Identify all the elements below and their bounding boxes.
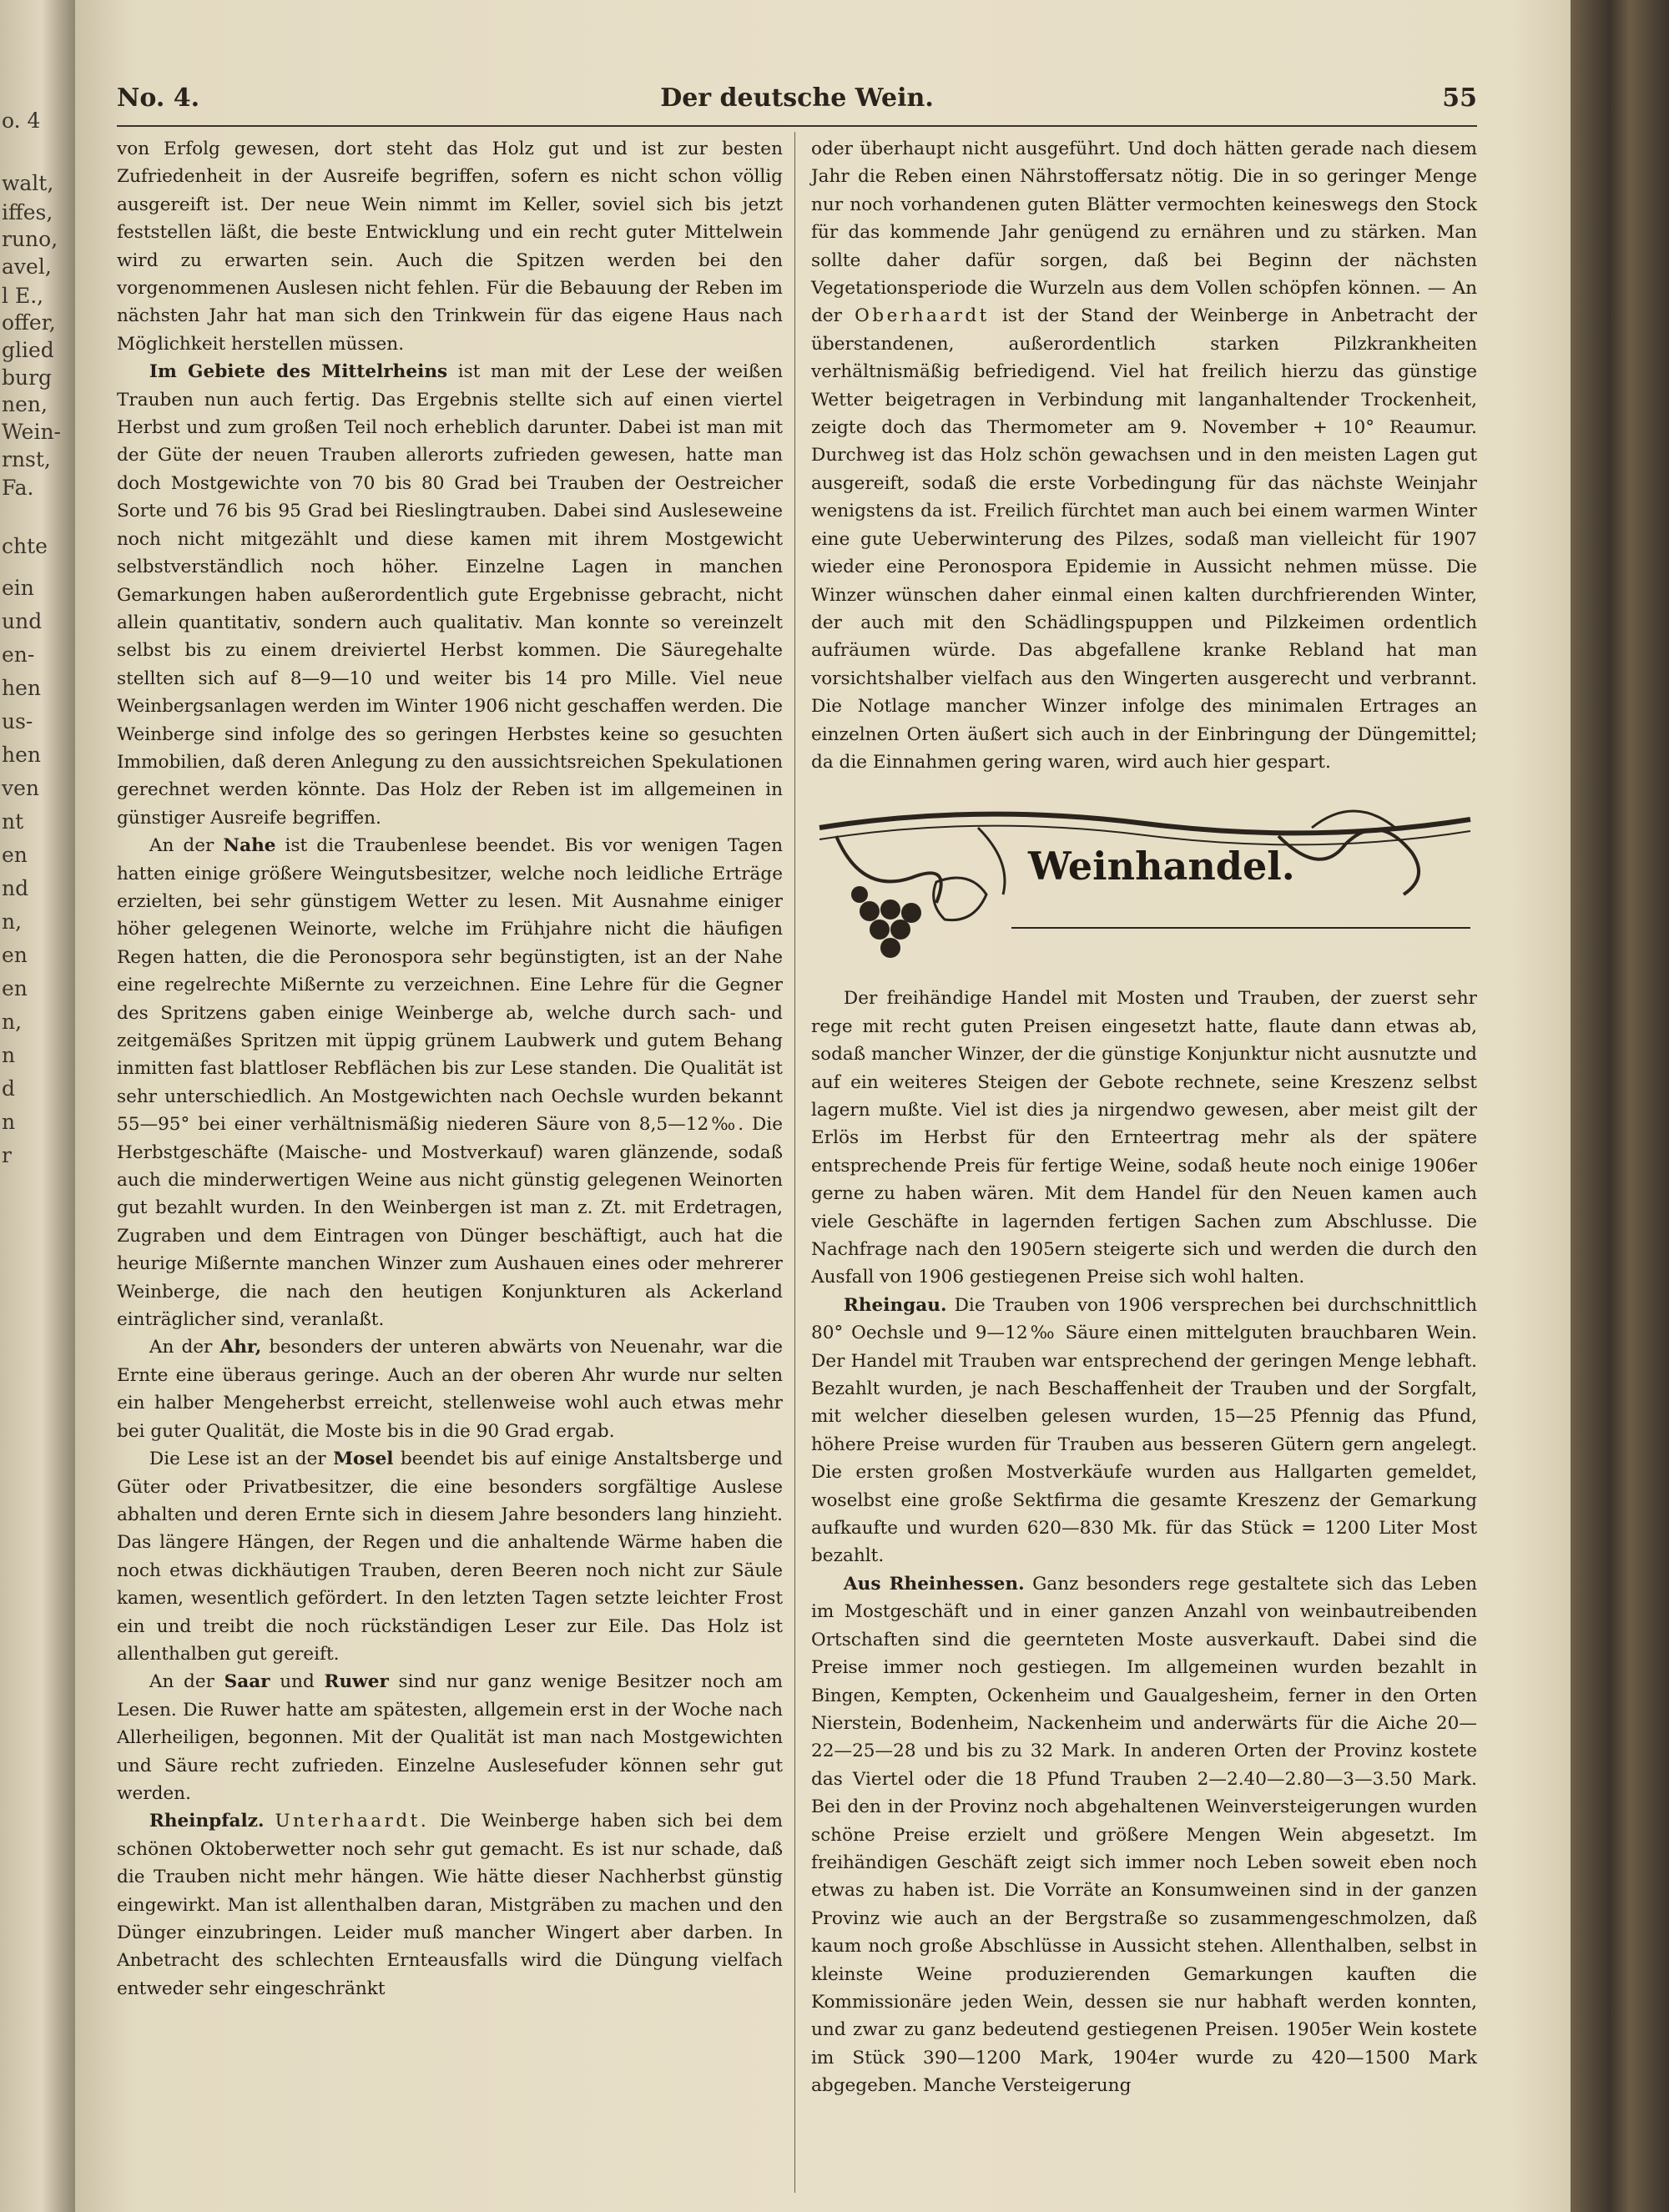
paragraph-text: Die Lese ist an der [149,1449,334,1470]
region-heading: Saar [224,1671,270,1693]
region-heading: Ruwer [324,1671,389,1693]
section-banner [811,803,1477,978]
region-heading: Im Gebiete des Mittelrheins [149,361,448,383]
adjacent-page-fragment: hen [2,676,41,700]
paragraph-text: von Erfolg gewesen, dort steht das Holz gut und ist zur besten Zufriedenheit in der Ausreife begriffen, sofern es nicht schon völlig ausgereift ist. Der neue Wein nimmt im Keller, soviel sich bis jetzt feststellen läßt, die beste Entwicklung und ein recht guter Mittelwein wird zu erwarten sein. Auch die Spitzen werden bei den vorgenommenen Auslesen nicht fehlen. Für die Bebauung der Reben im nächsten Jahr hat man sich den Trinkwein für das eigene Haus nach Möglichkeit herstellen müssen. [117,139,783,355]
column-divider [794,132,795,2193]
paragraph [811,135,1477,776]
region-heading: Rheinpfalz. [149,1811,265,1832]
adjacent-page-fragment: offer, [2,310,56,335]
subregion-heading: Oberhaardt [855,305,990,327]
paragraph [117,1445,783,1668]
adjacent-page-fragment: n, [2,909,23,934]
adjacent-page-fragment: ein [2,576,34,600]
paragraph-text: und [270,1671,325,1693]
paragraph [117,135,783,358]
adjacent-page-fragment: runo, [2,227,58,251]
adjacent-page-fragment: n, [2,1010,23,1034]
adjacent-page-fragment: r [2,1143,12,1167]
adjacent-page-fragment: n [2,1043,16,1067]
adjacent-page-fragment: iffes, [2,200,53,224]
right-column-bottom [811,985,1477,2099]
paragraph-text: An der [149,1671,224,1693]
page-number: 55 [1442,83,1477,113]
paragraph-text: ist man mit der Lese der weißen Trauben nun auch fertig. Das Ergebnis stellte sich auf einen viertel Herbst und zum großen Teil noch erheblich darunter. Dabei ist man mit der Güte der neuen Trauben allerorts zufrieden gewesen, hatte man doch Mostgewichte von 70 bis 80 Grad bei Trauben der Oestreicher Sorte und 76 bis 95 Grad bei Rieslingtrauben. Dabei sind Ausleseweine noch nicht mitgezählt und diese kamen mit ihrem Mostgewicht selbstverständlich noch höher. Einzelne Lagen in manchen Gemarkungen haben außerordentlich gute Ergebnisse gebracht, nicht allein quantitativ, sondern auch qualitativ. Man konnte so vereinzelt selbst bis zu einem dreiviertel Herbst kommen. Die Säuregehalte stellten sich auf 8—9—10 und weiter bis 14 pro Mille. Viel neue Weinbergsanlagen werden im Winter 1906 nicht geschaffen werden. Die Weinberge sind infolge des so geringen Herbstes keine so gesuchten Immobilien, daß deren Anlegung zu den aussichtsreichen Spekulationen gerechnet werden könnte. Das Holz der Reben ist im allgemeinen in günstiger Ausreife begriffen. [117,361,783,829]
adjacent-page-fragment: nen, [2,392,48,416]
journal-title: Der deutsche Wein. [660,83,934,113]
left-column [117,135,783,2188]
adjacent-page-fragment: n [2,1110,16,1134]
adjacent-page-fragment: nd [2,876,29,900]
subregion-heading: Unterhaardt. [275,1811,430,1832]
paragraph [117,832,783,1333]
paragraph-text: ist die Traubenlese beendet. Bis vor wenigen Tagen hatten einige größere Weingutsbesitzer, welche noch leidliche Erträge erzielten, bei sehr günstigem Wetter zu lesen. Mit Ausnahme einiger höher gelegenen Weinorte, welche im Frühjahre nicht die häufigen Regen hatten, die die Peronospora sehr begünstigten, ist an der Nahe eine regelrechte Mißernte zu verzeichnen. Eine Lehre für die Gegner des Spritzens gaben einige Weinberge ab, welche durch sach- und zeitgemäßes Spritzen mit üppig grünem Laubwerk und gutem Behang inmitten fast blattloser Rebflächen bis zur Lese standen. Die Qualität ist sehr unterschiedlich. An Mostgewichten nach Oechsle wurden bekannt 55—95° bei einer verhältnismäßig niederen Säure von 8,5—12‰. Die Herbstgeschäfte (Maische- und Mostverkauf) waren glänzende, sodaß auch die minderwertigen Weine aus nicht günstig gelegenen Weinorten gut bezahlt wurden. In den Weinbergen ist man z. Zt. mit Erdetragen, Zugraben und dem Eintragen von Dünger beschäftigt, auch hat die heurige Mißernte manchen Winzer zum Aushauen eines oder mehrerer Weinberge, die nach den heutigen Konjunkturen als Ackerland einträglicher sind, veranlaßt. [117,835,783,1331]
adjacent-page-fragment: glied [2,338,54,362]
adjacent-page-fragment: en [2,976,28,1000]
issue-number: No. 4. [117,83,200,113]
section-title: Weinhandel. [1028,844,1295,889]
paragraph-text: sind nur ganz wenige Besitzer noch am Lesen. Die Ruwer hatte am spätesten, allgemein erst in der Woche nach Allerheiligen, begonnen. Mit der Qualität ist man nach Mostgewichten und Säure recht zufrieden. Einzelne Auslesefuder können sehr gut werden. [117,1671,783,1804]
adjacent-page-fragment: chte [2,534,48,558]
adjacent-page-fragment: ven [2,776,40,800]
header-rule [117,125,1477,127]
adjacent-page-fragment: Wein- [2,420,61,444]
paragraph [117,358,783,832]
paragraph-text: Die Trauben von 1906 versprechen bei durchschnittlich 80° Oechsle und 9—12‰ Säure einen mittelguten brauchbaren Wein. Der Handel mit Trauben war entsprechend der geringen Menge lebhaft. Bezahlt wurden, je nach Beschaffenheit der Trauben und der Sorgfalt, mit welcher dieselben gelesen wurden, 15—25 Pfennig das Pfund, höhere Preise wurden für Trauben aus besseren Gütern gern angelegt. Die ersten großen Mostverkäufe wurden aus Hallgarten gemeldet, woselbst eine große Sektfirma die gesamte Kreszenz der Gemarkung aufkaufte und wurden 620—830 Mk. für das Stück = 1200 Liter Most bezahlt. [811,1294,1477,1567]
adjacent-page-strip [0,0,75,2212]
adjacent-page-fragment: und [2,609,43,633]
paragraph-text: oder überhaupt nicht ausgeführt. Und doch hätten gerade nach diesem Jahr die Reben einen Nährstoffersatz nötig. Die in so geringer Menge nur noch vorhandenen guten Blätter vermochten keineswegs den Stock für das kommende Jahr genügend zu ernähren und zu stärken. Man sollte daher dafür sorgen, daß bei Beginn der nächsten Vegetationsperiode die Wurzeln aus dem Vollen schöpfen können. — An der [811,139,1477,327]
ornament-vine-icon [811,803,1477,978]
paragraph [811,985,1477,1291]
paragraph [811,1570,1477,2100]
right-column-top [811,135,1477,776]
paragraph-text: beendet bis auf einige Anstaltsberge und Güter oder Privatbesitzer, die eine besonders sorgfältige Auslese abhalten und deren Ernte sich in diesem Jahre besonders lang hinzieht. Das längere Hängen, der Regen und die anhaltende Wärme haben die noch etwas dickhäutigen Trauben, deren Beeren noch nicht zur Säule kamen, wesentlich gefördert. In den letzten Tagen setzte leichter Frost ein und treibt die noch rückständigen Leser zur Eile. Das Holz ist allenthalben gut gereift. [117,1449,783,1665]
adjacent-page-fragment: hen [2,743,41,767]
region-heading: Rheingau. [843,1294,947,1316]
paragraph [117,1333,783,1445]
book-edge [1571,0,1669,2212]
adjacent-page-fragment: walt, [2,171,54,195]
adjacent-page-fragment: us- [2,709,33,733]
adjacent-page-fragment: en- [2,642,35,667]
paragraph-text: Ganz besonders rege gestaltete sich das Leben im Mostgeschäft und in einer ganzen Anzahl von weinbautreibenden Ortschaften sind die geernteten Moste ausverkauft. Dabei sind die Preise immer noch gestiegen. Im allgemeinen wurden bezahlt in Bingen, Kempten, Ockenheim und Gaualgesheim, ferner in den Orten Nierstein, Bodenheim, Nackenheim und anderwärts für die Aiche 20—22—25—28 und bis zu 32 Mark. In anderen Orten der Provinz kostete das Viertel oder die 18 Pfund Trauben 2—2.40—2.80—3—3.50 Mark. Bei den in der Provinz noch abgehaltenen Weinversteigerungen wurden schöne Preise erzielt und größere Mengen Wein abgesetzt. Im freihändigen Geschäft zeigt sich immer noch Leben soweit eben noch etwas zu haben ist. Die Vorräte an Konsumweinen sind in der ganzen Provinz wie auch an der Bergstraße so zusammengeschmolzen, daß kaum noch große Abschlüsse in Aussicht stehen. Allenthalben, selbst in kleinste Weine produzierenden Gemarkungen kauften die Kommissionäre jeden Wein, dessen sie nur habhaft werden konnten, und zwar zu ganz bedeutend gestiegenen Preisen. 1905er Wein kostete im Stück 390—1200 Mark, 1904er wurde zu 420—1500 Mark abgegeben. Manche Versteigerung [811,1573,1478,2097]
region-heading: Mosel [333,1449,394,1470]
paragraph-text: An der [149,835,224,857]
paragraph-text: besonders der unteren abwärts von Neuenahr, war die Ernte eine überaus geringe. Auch an der oberen Ahr wurde nur selten ein halber Mengeherbst erreicht, stellenweise wohl auch etwas mehr bei guter Qualität, die Moste bis in die 90 Grad ergab. [117,1337,783,1442]
adjacent-page-fragment: Fa. [2,476,34,500]
adjacent-page-fragment: en [2,843,28,867]
region-heading: Aus Rheinhessen. [843,1573,1025,1595]
adjacent-page-fragment: nt [2,809,24,834]
running-header [117,83,1477,125]
right-column [811,135,1477,2188]
paragraph [811,1292,1477,1570]
adjacent-page-fragment: en [2,943,28,967]
adjacent-page-fragment: d [2,1076,16,1101]
paragraph-text: Der freihändige Handel mit Mosten und Trauben, der zuerst sehr rege mit recht guten Preisen eingesetzt hatte, flaute dann etwas ab, sodaß mancher Winzer, der die günstige Konjunktur nicht ausnutzte und auf ein weiteres Steigen der Gebote rechnete, seine Kreszenz selbst lagern mußte. Viel ist dies ja nirgendwo gewesen, aber meist gilt der Erlös im Herbst für den Ernteertrag mehr als der spätere entsprechende Preis für fertige Weine, sodaß heute noch einige 1906er gerne zu haben wären. Mit dem Handel für den Neuen kamen auch viele Geschäfte in lagernden fertigen Sachen zum Abschlusse. Die Nachfrage nach den 1905ern steigerte sich und werden die durch den Ausfall von 1906 gestiegenen Preise sich wohl halten. [811,988,1477,1288]
region-heading: Ahr, [219,1337,262,1358]
paragraph-text: ist der Stand der Weinberge in Anbetracht der überstandenen, außerordentlich starken Pilzkrankheiten verhältnismäßig befriedigend. Viel hat freilich hierzu das günstige Wetter beigetragen in Verbindung mit langanhaltender Trockenheit, zeigte doch das Thermometer am 9. November + 10° Reaumur. Durchweg ist das Holz schön gewachsen und in den meisten Lagen gut ausgereift, sodaß die erste Vorbedingung für das nächste Weinjahr wenigstens da ist. Freilich fürchtet man auch bei einem warmen Winter eine gute Ueberwinterung des Pilzes, sodaß man vielleicht für 1907 wieder eine Peronospora Epidemie in Aussicht nehmen müsse. Die Winzer wünschen daher einmal einen kalten durchfrierenden Winter, der auch mit den Schädlingspuppen und Pilzkeimen ordentlich aufräumen würde. Das abgefallene kranke Rebland hat man vorsichtshalber vielfach aus den Wingerten ausgerecht und verbrannt. Die Notlage mancher Winzer infolge des minimalen Ertrages an einzelnen Orten äußert sich auch in der Einbringung der Düngemittel; da die Einnahmen gering waren, wird auch hier gespart. [811,305,1477,773]
paragraph-text: Die Weinberge haben sich bei dem schönen Oktoberwetter noch sehr gut gemacht. Es ist nur schade, daß die Trauben nicht mehr hängen. Wie hätte dieser Nachherbst günstig eingewirkt. Man ist allenthalben daran, Mistgräben zu machen und den Dünger einzubringen. Leider muß mancher Wingert aber darben. In Anbetracht des schlechten Ernteausfalls wird die Düngung vielfach entweder sehr eingeschränkt [117,1811,783,1999]
paragraph [117,1807,783,2003]
adjacent-page-fragment: l E., [2,284,44,308]
adjacent-page-fragment: o. 4 [2,108,41,133]
paragraph [117,1668,783,1807]
adjacent-page-fragment: rnst, [2,447,51,471]
adjacent-page-fragment: avel, [2,254,52,279]
paragraph-text: An der [149,1337,220,1358]
region-heading: Nahe [223,835,276,857]
adjacent-page-fragment: burg [2,365,53,390]
